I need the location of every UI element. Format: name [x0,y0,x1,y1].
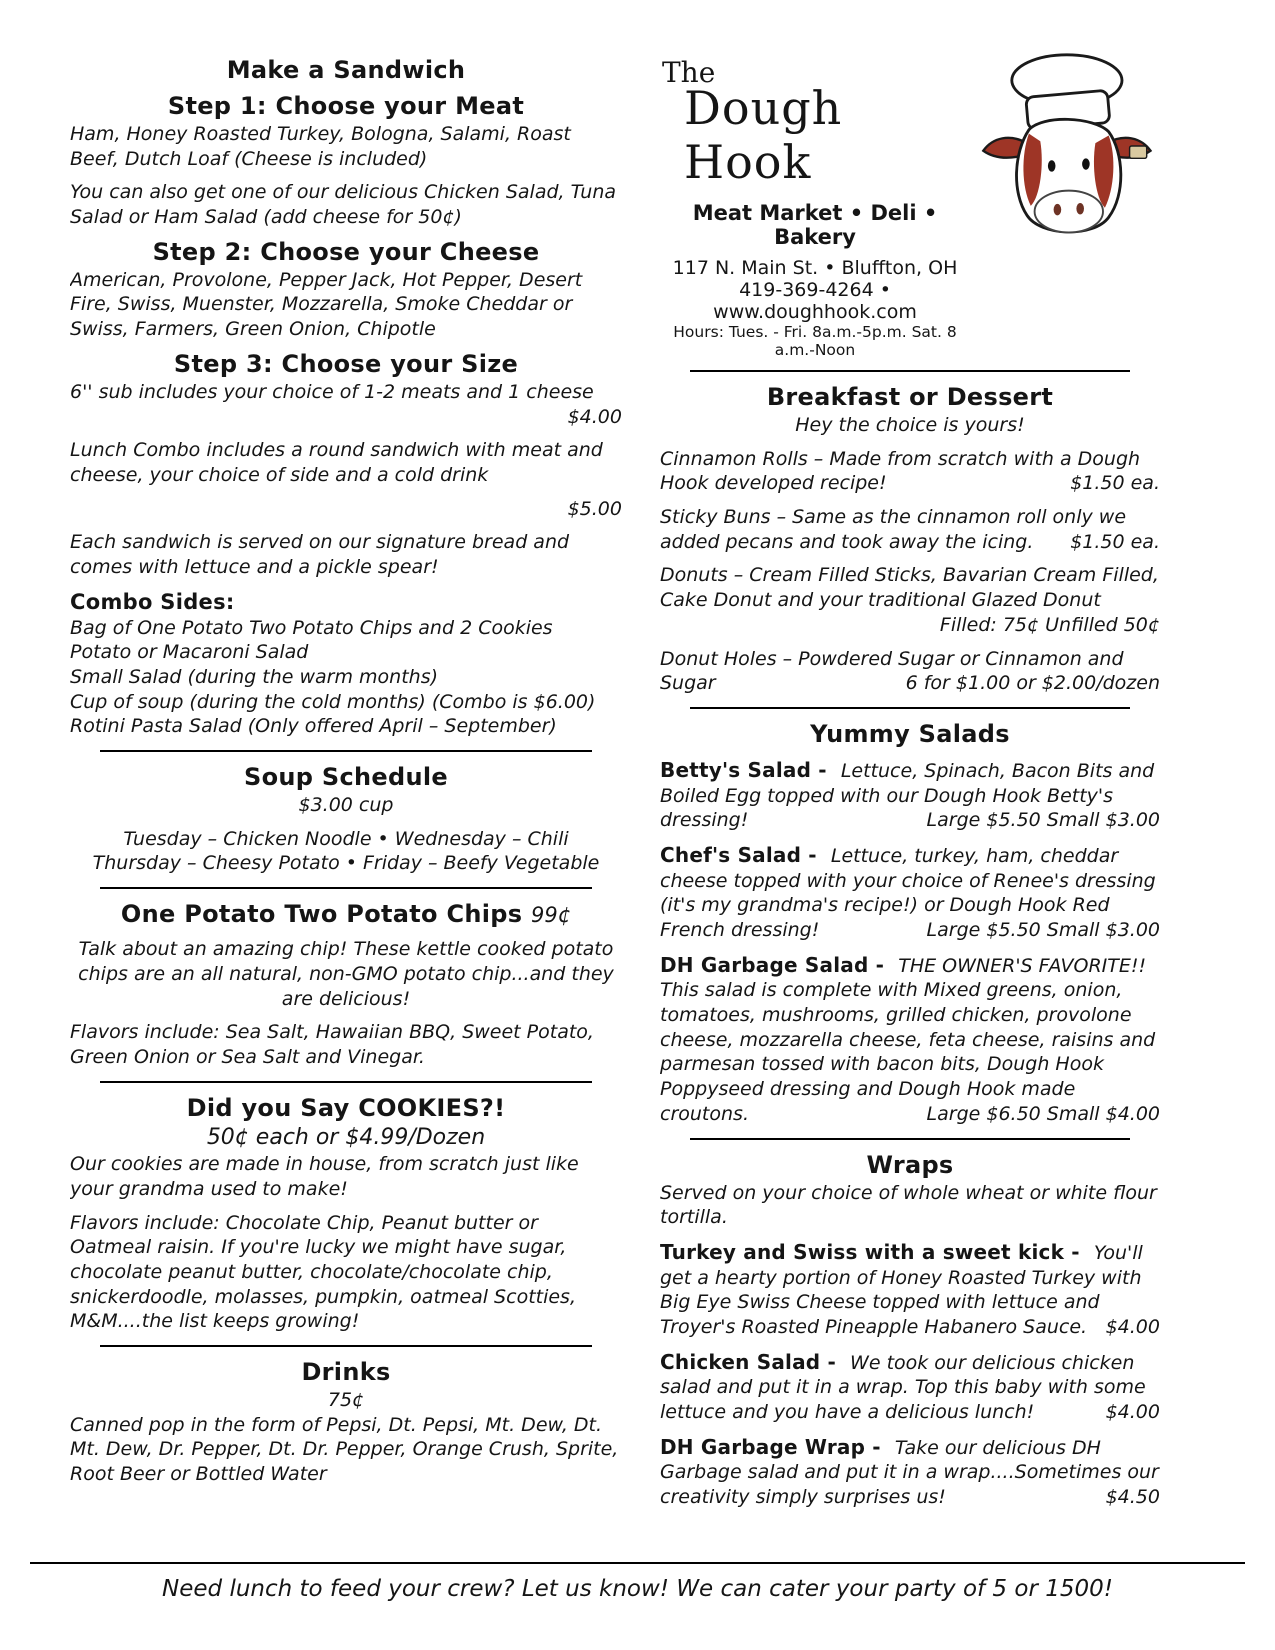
soup-schedule-line1: Tuesday – Chicken Noodle • Wednesday – Chili [123,827,569,850]
chips-title [70,900,622,928]
breakfast-subtitle: Hey the choice is yours! [795,414,1025,436]
menu-item-chicken-salad-wrap [660,1349,1160,1425]
sub-size-text: 6'' sub includes your choice of 1-2 meats and 1 cheese [70,380,594,403]
chips-body: Talk about an amazing chip! These kettle cooked potato chips are an all natural, non-GMO potato chip...and they are delicious! [78,938,614,1010]
item-name: Betty's Salad - [660,757,827,782]
section-divider [100,1345,592,1347]
combo-side-item: Bag of One Potato Two Potato Chips and 2 Cookies [70,616,553,639]
wraps-title: Wraps [866,1150,954,1179]
combo-side-item: Potato or Macaroni Salad [70,641,309,664]
cow-chef-hat-icon [970,46,1160,264]
item-desc: Take our delicious DH Garbage salad and put it in a wrap....Sometimes our creativity simply surprises us! [660,1436,1159,1509]
footer-divider [30,1562,1245,1564]
item-name: Chef's Salad - [660,842,817,867]
drinks-price: 75¢ [327,1388,365,1411]
section-divider [100,887,592,889]
menu-item-chefs-salad [660,842,1160,943]
item-text: Donuts – Cream Filled Sticks, Bavarian Cream Filled, Cake Donut and your traditional Glazed Donut [660,564,1159,612]
section-divider [690,707,1130,709]
served-note: Each sandwich is served on our signature bread and comes with lettuce and a pickle spear! [70,531,570,578]
chips-title-text: One Potato Two Potato Chips [120,900,523,929]
menu-item-sticky-buns [660,505,1160,554]
item-name: DH Garbage Salad - [660,952,885,977]
item-price: $4.00 [1105,1315,1160,1338]
item-price: $4.50 [1105,1486,1160,1509]
menu-item-bettys-salad [660,757,1160,833]
soup-schedule-title: Soup Schedule [244,763,448,792]
logo-address: 117 N. Main St. • Bluffton, OH [672,257,958,279]
step1-note: You can also get one of our delicious Chicken Salad, Tuna Salad or Ham Salad (add cheese for 50¢) [70,181,617,229]
item-price: Filled: 75¢ Unfilled 50¢ [939,613,1160,636]
item-desc: You'll get a hearty portion of Honey Roasted Turkey with Big Eye Swiss Cheese topped with lettuce and Troyer's Roasted Pineapple Habanero Sauce. [660,1241,1143,1338]
item-text: Cinnamon Rolls – Made from scratch with a Dough Hook developed recipe! [660,447,1141,495]
cookies-title: Did you Say COOKIES?! [186,1093,506,1122]
logo-hours: Hours: Tues. - Fri. 8a.m.-5p.m. Sat. 8 a.m.-Noon [673,323,957,359]
item-name: Turkey and Swiss with a sweet kick - [660,1239,1080,1264]
section-divider [100,1081,592,1083]
chips-flavors: Flavors include: Sea Salt, Hawaiian BBQ, Sweet Potato, Green Onion or Sea Salt and Vinegar. [70,1021,594,1068]
combo-sides-heading: Combo Sides: [70,589,235,614]
item-desc: We took our delicious chicken salad and put it in a wrap. Top this baby with some lettuce and you have a delicious lunch! [660,1351,1146,1423]
step2-cheeses: American, Provolone, Pepper Jack, Hot Pepper, Desert Fire, Swiss, Muenster, Mozzarella, Smoke Cheddar or Swiss, Farmers, Green Onion, Chipotle [70,268,583,341]
item-price: $1.50 ea. [1070,472,1160,495]
logo-tagline: Meat Market • Deli • Bakery [692,201,938,249]
item-text: Donut Holes – Powdered Sugar or Cinnamon and Sugar [660,647,1124,695]
sub-size-line [70,380,622,429]
item-price: Large $5.50 Small $3.00 [926,809,1160,832]
make-a-sandwich-title: Make a Sandwich [226,56,466,84]
cookies-price: 50¢ each or $4.99/Dozen [206,1124,486,1150]
step3-heading: Step 3: Choose your Size [173,349,519,378]
item-price: $1.50 ea. [1070,530,1160,553]
menu-item-turkey-swiss-wrap [660,1239,1160,1340]
yummy-salads-title: Yummy Salads [810,719,1010,748]
chips-price: 99¢ [531,903,572,928]
item-desc: Lettuce, Spinach, Bacon Bits and Boiled Egg topped with our Dough Hook Betty's dressing! [660,759,1155,832]
cookies-body: Our cookies are made in house, from scratch just like your grandma used to make! [70,1153,579,1200]
item-name: DH Garbage Wrap - [660,1434,881,1459]
logo-the: The [662,56,716,89]
section-divider [100,750,592,752]
drinks-body: Canned pop in the form of Pepsi, Dt. Pepsi, Mt. Dew, Dt. Mt. Dew, Dr. Pepper, Dt. Dr. Pepper, Orange Crush, Sprite, Root Beer or Bottled Water [70,1413,619,1486]
section-divider [690,370,1130,372]
item-price: Large $5.50 Small $3.00 [926,919,1160,941]
item-name: Chicken Salad - [660,1349,836,1374]
logo-text [660,48,970,359]
item-desc: Lettuce, turkey, ham, cheddar cheese topped with your choice of Renee's dressing (it's my grandma's recipe!) or Dough Hook Red French dressing! [660,844,1156,941]
wraps-intro: Served on your choice of whole wheat or white flour tortilla. [660,1181,1157,1229]
sub-size-price: $4.00 [567,405,622,428]
section-divider [690,1138,1130,1140]
lunch-combo-price: $5.00 [567,497,622,520]
right-column [660,48,1160,1510]
combo-side-item: Cup of soup (during the cold months) (Combo is $6.00) [70,690,596,713]
item-price: 6 for $1.00 or $2.00/dozen [905,672,1160,695]
menu-item-donuts [660,563,1160,637]
logo-contact: 419-369-4264 • www.doughhook.com [713,279,917,323]
item-desc: THE OWNER'S FAVORITE!! This salad is complete with Mixed greens, onion, tomatoes, mushrooms, grilled chicken, provolone cheese, mozzarella cheese, feta cheese, raisins and parmesan tossed with bacon bits, Dough Hook Poppyseed dressing and Dough Hook made croutons. [660,954,1156,1125]
left-column [70,48,622,1487]
cow-ear-tag [1130,146,1147,158]
step2-heading: Step 2: Choose your Cheese [152,237,540,266]
step1-meats: Ham, Honey Roasted Turkey, Bologna, Salami, Roast Beef, Dutch Loaf (Cheese is included) [70,123,571,170]
menu-item-dh-garbage-wrap [660,1434,1160,1510]
menu-item-donut-holes [660,647,1160,696]
combo-side-item: Rotini Pasta Salad (Only offered April – September) [70,715,557,738]
logo-block [660,48,1160,359]
menu-item-cinnamon-rolls [660,447,1160,496]
step1-heading: Step 1: Choose your Meat [167,92,525,120]
soup-price: $3.00 cup [298,794,394,817]
breakfast-title: Breakfast or Dessert [766,383,1054,411]
logo-name: Dough Hook [684,81,843,189]
cookies-flavors: Flavors include: Chocolate Chip, Peanut butter or Oatmeal raisin. If you're lucky we might have sugar, chocolate peanut butter, chocolate/chocolate chip, snickerdoodle, molasses, pumpkin, oatmeal Scotties, M&M....the list keeps growing! [70,1211,576,1333]
item-price: Large $6.50 Small $4.00 [926,1102,1160,1125]
combo-side-item: Small Salad (during the warm months) [70,666,439,688]
drinks-title: Drinks [301,1357,391,1386]
item-text: Sticky Buns – Same as the cinnamon roll only we added pecans and took away the icing. [660,506,1127,553]
soup-schedule-line2: Thursday – Cheesy Potato • Friday – Beefy Vegetable [92,852,600,875]
catering-note: Need lunch to feed your crew? Let us know! We can cater your party of 5 or 1500! [162,1576,1113,1602]
lunch-combo-text: Lunch Combo includes a round sandwich with meat and cheese, your choice of side and a cold drink [70,439,603,486]
menu-item-dh-garbage-salad [660,952,1160,1127]
item-price: $4.00 [1105,1401,1160,1423]
